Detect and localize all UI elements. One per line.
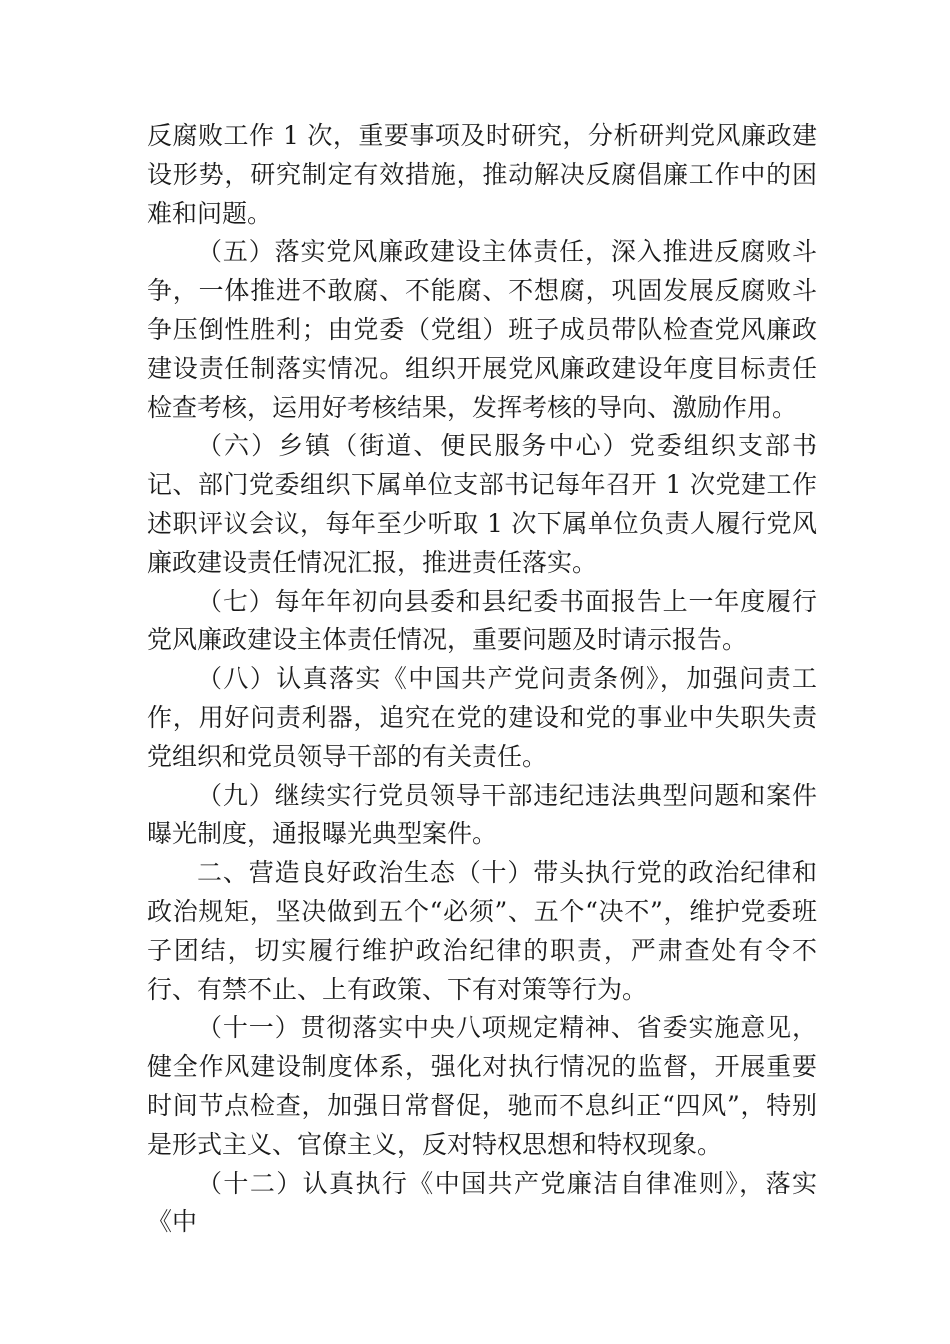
paragraph-item-9: （九）继续实行党员领导干部违纪违法典型问题和案件曝光制度，通报曝光典型案件。 bbox=[147, 780, 817, 849]
paragraph-section-2-item-10: 二、营造良好政治生态（十）带头执行党的政治纪律和政治规矩，坚决做到五个“必须”、五个“决不”，维护党委班子团结，切实履行维护政治纪律的职责，严肃查处有令不行、有禁不止、上有政策、下有对策等行为。 bbox=[147, 858, 817, 1004]
paragraph-item-8: （八）认真落实《中国共产党问责条例》，加强问责工作，用好问责利器，追究在党的建设和党的事业中失职失责党组织和党员领导干部的有关责任。 bbox=[147, 664, 817, 771]
document-body bbox=[147, 117, 817, 1242]
paragraph-item-12: （十二）认真执行《中国共产党廉洁自律准则》，落实《中 bbox=[147, 1168, 817, 1237]
paragraph-item-11: （十一）贯彻落实中央八项规定精神、省委实施意见，健全作风建设制度体系，强化对执行情况的监督，开展重要时间节点检查，加强日常督促，驰而不息纠正“四风”，特别是形式主义、官僚主义，反对特权思想和特权现象。 bbox=[147, 1013, 817, 1159]
paragraph-item-5: （五）落实党风廉政建设主体责任，深入推进反腐败斗争，一体推进不敢腐、不能腐、不想腐，巩固发展反腐败斗争压倒性胜利；由党委（党组）班子成员带队检查党风廉政建设责任制落实情况。组织开展党风廉政建设年度目标责任检查考核，运用好考核结果，发挥考核的导向、激励作用。 bbox=[147, 237, 817, 422]
paragraph-continuation: 反腐败工作 1 次，重要事项及时研究，分析研判党风廉政建设形势，研究制定有效措施，推动解决反腐倡廉工作中的困难和问题。 bbox=[147, 121, 817, 228]
paragraph-item-6: （六）乡镇（街道、便民服务中心）党委组织支部书记、部门党委组织下属单位支部书记每年召开 1 次党建工作述职评议会议，每年至少听取 1 次下属单位负责人履行党风廉政建设责任情况汇报，推进责任落实。 bbox=[147, 431, 817, 577]
paragraph-item-7: （七）每年年初向县委和县纪委书面报告上一年度履行党风廉政建设主体责任情况，重要问题及时请示报告。 bbox=[147, 586, 817, 655]
